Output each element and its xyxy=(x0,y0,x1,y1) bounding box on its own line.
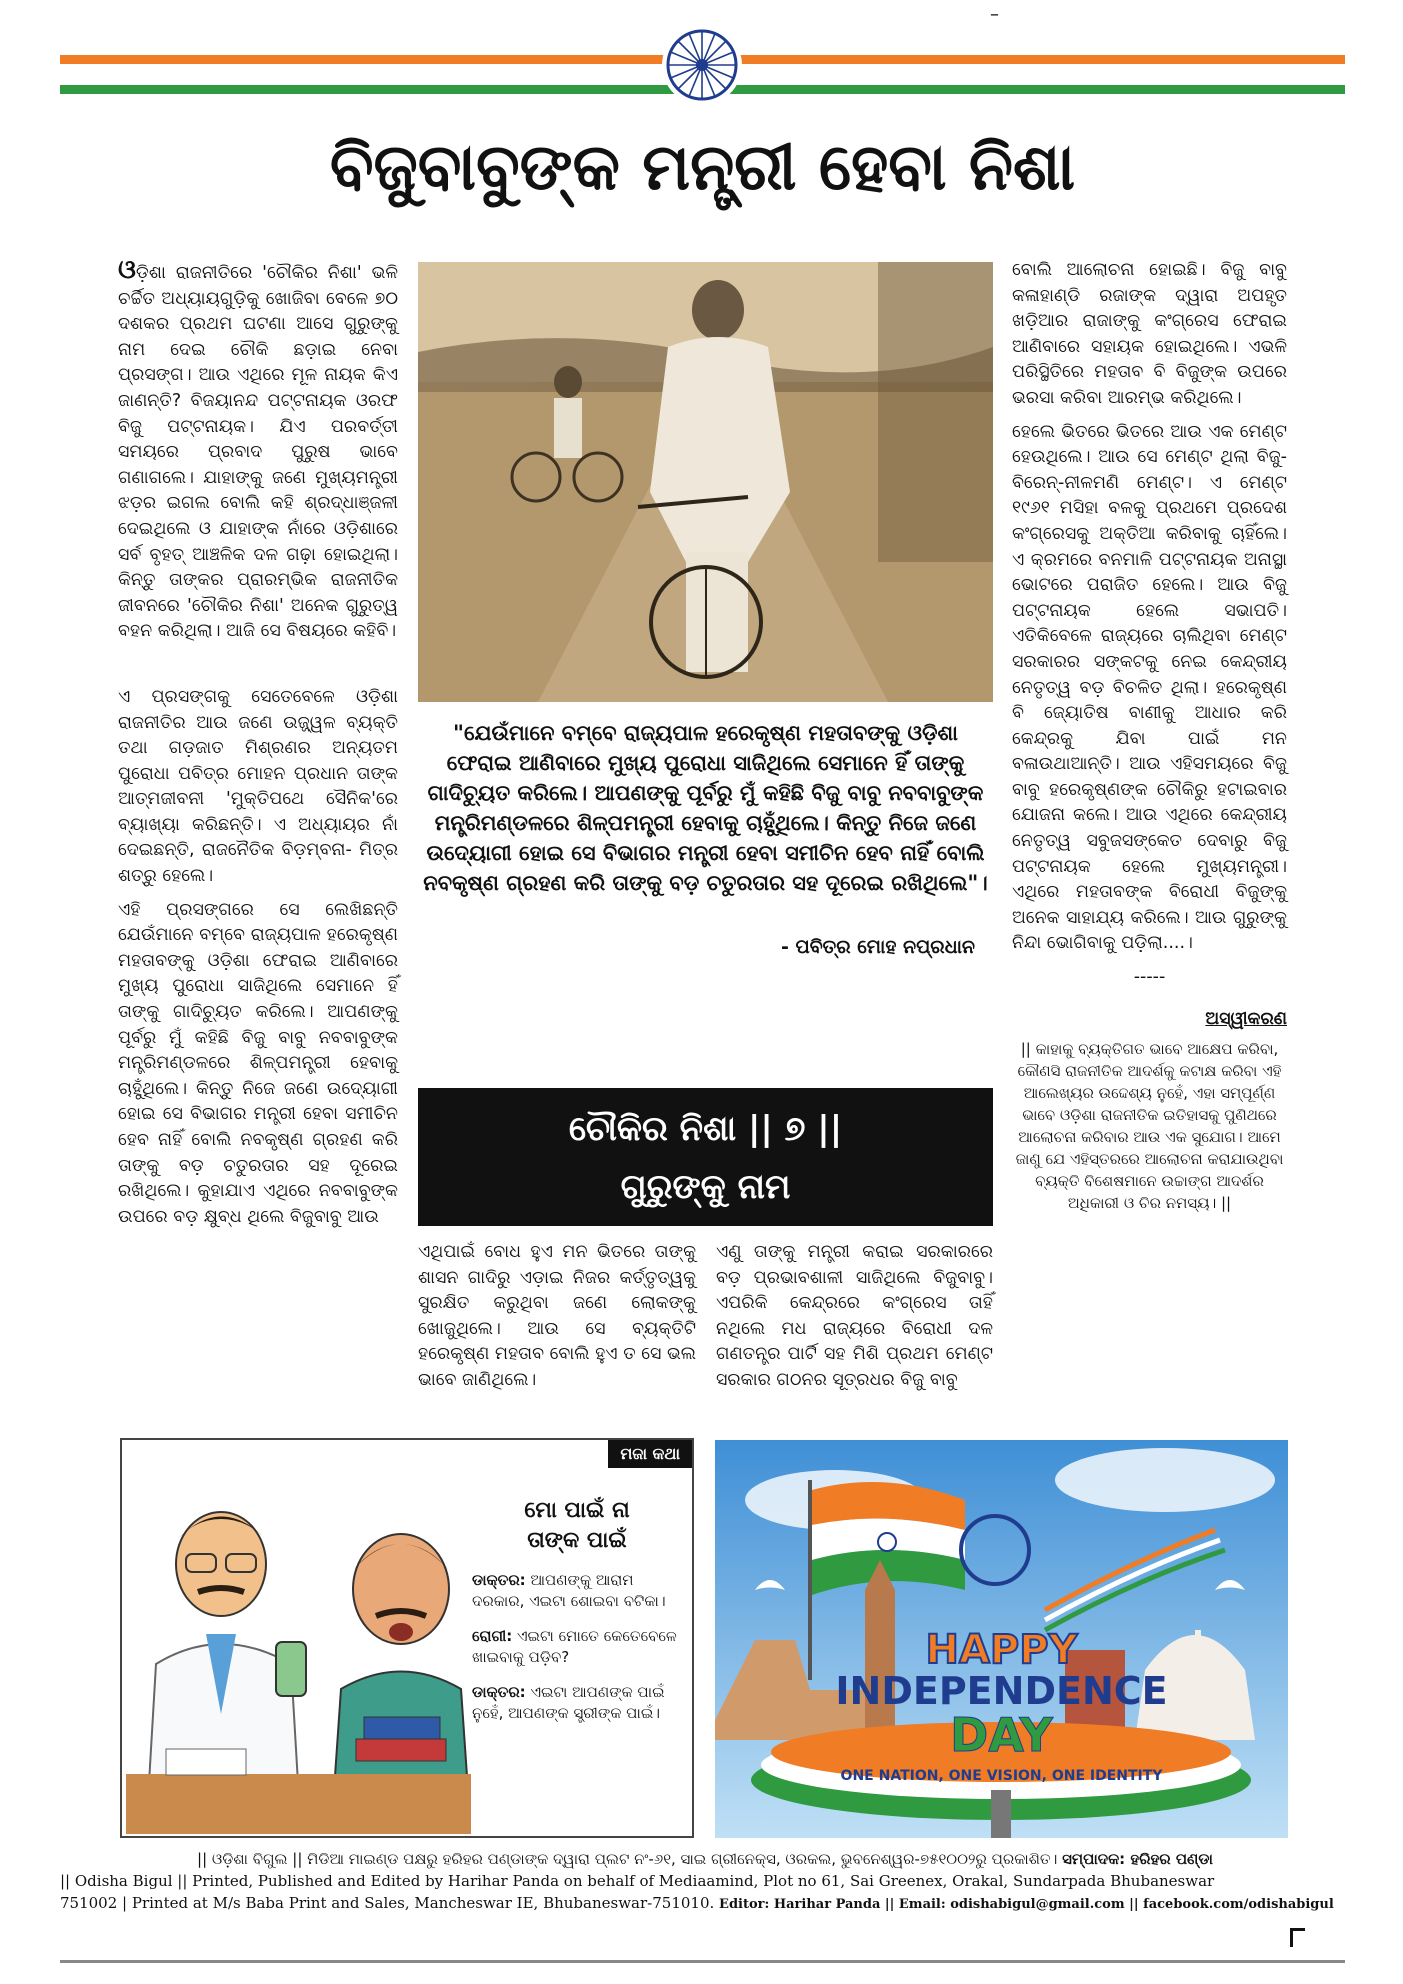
imprint-footer xyxy=(60,1848,1350,1916)
cartoon-tag: ମଜା କଥା xyxy=(608,1440,692,1468)
banner-title xyxy=(715,1627,1288,1784)
col4-para-1: ବୋଲି ଆଲୋଚନା ହୋଇଛି। ବିଜୁ ବାବୁ କଳାହାଣ୍ଡି ରଜାଙ୍କ ଦ୍ୱାରା ଅପହୃତ ଖଡ଼ିଆର ରାଜାଙ୍କୁ କଂଗ୍ରେସ ଫେରାଇ ଆଣିବାରେ ସହାୟକ ହୋଇଥିଲେ। ଏଭଳି ପରିସ୍ଥିତିରେ ମହତାବ ବି ବିଜୁଙ୍କ ଉପରେ ଭରସା କରିବା ଆରମ୍ଭ କରିଥିଲେ। xyxy=(1012,260,1287,408)
article-column-2: ଏଥିପାଇଁ ବୋଧ ହୁଏ ମନ ଭିତରେ ତାଙ୍କୁ ଶାସନ ଗାଦିରୁ ଏଡ଼ାଇ ନିଜର କର୍ତ୍ତୃତ୍ୱକୁ ସୁରକ୍ଷିତ କରୁଥିବା ଜଣେ ଲୋକଙ୍କୁ ଖୋଜୁଥିଲେ। ଆଉ ସେ ବ୍ୟକ୍ତିଟି ହରେକୃଷ୍ଣ ମହତାବ ବୋଲି ହୁଏ ତ ସେ ଭଲ ଭାବେ ଜାଣିଥିଲେ। xyxy=(418,1242,696,1390)
bottom-rule xyxy=(60,1960,1345,1963)
series-subtitle: ଗୁରୁଙ୍କୁ ନାମ xyxy=(620,1167,791,1207)
cartoon-box xyxy=(120,1438,694,1838)
article-para-3: ଏହି ପ୍ରସଙ୍ଗରେ ସେ ଲେଖିଛନ୍ତି ଯେଉଁମାନେ ବମ୍ବେ ରାଜ୍ୟପାଳ ହରେକୃଷ୍ଣ ମହତାବଙ୍କୁ ଓଡ଼ିଶା ଫେରାଇ ଆଣିବାରେ ମୁଖ୍ୟ ପୁରୋଧା ସାଜିଥିଲେ ସେମାନେ ହିଁ ତାଙ୍କୁ ଗାଦିଚ୍ୟୁତ କରିଲେ। ଆପଣଙ୍କୁ ପୂର୍ବରୁ ମୁଁ କହିଛି ବିଜୁ ବାବୁ ନବବାବୁଙ୍କ ମନ୍ତ୍ରିମଣ୍ଡଳରେ ଶିଳ୍ପମନ୍ତ୍ରୀ ହେବାକୁ ଚାହୁଁଥିଲେ। କିନ୍ତୁ ନିଜେ ଜଣେ ଉଦ୍ୟୋଗୀ ହୋଇ ସେ ବିଭାଗର ମନ୍ତ୍ରୀ ହେବା ସମୀଚିନ ହେବ ନାହିଁ ବୋଲି ନବକୃଷ୍ଣ ଗ୍ରହଣ କରି ତାଙ୍କୁ ବଡ଼ ଚତୁରତାର ସହ ଦୂରେଇ ରଖିଥିଲେ। କୁହାଯାଏ ଏଥିରେ ନବବାବୁଙ୍କ ଉପରେ ବଡ଼ କ୍ଷୁବ୍ଧ ଥିଲେ ବିଜୁବାବୁ ଆଉ xyxy=(118,899,398,1227)
corner-mark xyxy=(1290,1928,1305,1947)
pull-quote-text: "ଯେଉଁମାନେ ବମ୍ବେ ରାଜ୍ୟପାଳ ହରେକୃଷ୍ଣ ମହତାବଙ୍କୁ ଓଡ଼ିଶା ଫେରାଇ ଆଣିବାରେ ମୁଖ୍ୟ ପୁରୋଧା ସାଜିଥିଲେ ସେମାନେ ହିଁ ତାଙ୍କୁ ଗାଦିଚ୍ୟୁତ କରିଲେ। ଆପଣଙ୍କୁ ପୂର୍ବରୁ ମୁଁ କହିଛି ବିଜୁ ବାବୁ ନବବାବୁଙ୍କ ମନ୍ତ୍ରିମଣ୍ଡଳରେ ଶିଳ୍ପମନ୍ତ୍ରୀ ହେବାକୁ ଚାହୁଁଥିଲେ। କିନ୍ତୁ ନିଜେ ଜଣେ ଉଦ୍ୟୋଗୀ ହୋଇ ସେ ବିଭାଗର ମନ୍ତ୍ରୀ ହେବା ସମୀଚିନ ହେବ ନାହିଁ ବୋଲି ନବକୃଷ୍ଣ ଗ୍ରହଣ କରି ତାଙ୍କୁ ବଡ଼ ଚତୁରତାର ସହ ଦୂରେଇ ରଖିଥିଲେ"। xyxy=(423,721,988,895)
cartoon-dialogue xyxy=(472,1496,682,1724)
dropcap: ଓ xyxy=(118,255,136,285)
article-para-1: ଓଡ଼ିଶା ରାଜନୀତିରେ 'ଚୌକିର ନିଶା' ଭଳି ଚର୍ଚ୍ଚିତ ଅଧ୍ୟାୟଗୁଡ଼ିକୁ ଖୋଜିବା ବେଳେ ୭୦ ଦଶକର ପ୍ରଥମ ଘଟଣା ଆସେ ଗୁରୁଙ୍କୁ ନାମ ଦେଇ ଚୌକି ଛଡ଼ାଇ ନେବା ପ୍ରସଙ୍ଗ। ଆଉ ଏଥିରେ ମୂଳ ନାୟକ କିଏ ଜାଣନ୍ତି? ବିଜୟାନନ୍ଦ ପଟ୍ଟନାୟକ ଓରଫ ବିଜୁ ପଟ୍ଟନାୟକ। ଯିଏ ପରବର୍ତ୍ତୀ ସମୟରେ ପ୍ରବାଦ ପୁରୁଷ ଭାବେ ଗଣାଗଲେ। ଯାହାଙ୍କୁ ଜଣେ ମୁଖ୍ୟମନ୍ତ୍ରୀ ଝଡ଼ର ଇଗଲ ବୋଲି କହି ଶ୍ରଦ୍ଧାଞ୍ଜଳୀ ଦେଇଥିଲେ ଓ ଯାହାଙ୍କ ନାଁରେ ଓଡ଼ିଶାରେ ସର୍ବ ବୃହତ୍ ଆଞ୍ଚଳିକ ଦଳ ଗଢ଼ା ହୋଇଥିଲା। କିନ୍ତୁ ତାଙ୍କର ପ୍ରାରମ୍ଭିକ ରାଜନୀତିକ ଜୀବନରେ 'ଚୌକିର ନିଶା' ଅନେକ ଗୁରୁତ୍ୱ ବହନ କରିଥିଲା। ଆଜି ସେ ବିଷୟରେ କହିବି। xyxy=(118,255,398,642)
col4-para-2: ହେଲେ ଭିତରେ ଭିତରେ ଆଉ ଏକ ମେଣ୍ଟ ହେଉଥିଲେ। ଆଉ ସେ ମେଣ୍ଟ ଥିଲା ବିଜୁ-ବିରେନ୍-ନୀଳମଣି ମେଣ୍ଟ। ଏ ମେଣ୍ଟ ୧୯୬୧ ମସିହା ବଳକୁ ପ୍ରଥମେ ପ୍ରଦେଶ କଂଗ୍ରେସକୁ ଅକ୍ତିଆ କରିବାକୁ ଚାହିଁଲେ। ଏ କ୍ରମରେ ବନମାଳି ପଟ୍ଟନାୟକ ଅନାସ୍ଥା ଭୋଟରେ ପରାଜିତ ହେଲେ। ଆଉ ବିଜୁ ପଟ୍ଟନାୟକ ହେଲେ ସଭାପତି। ଏତିକିବେଳେ ରାଜ୍ୟରେ ଚାଲିଥିବା ମେଣ୍ଟ ସରକାରର ସଙ୍କଟକୁ ନେଇ କେନ୍ଦ୍ରୀୟ ନେତୃତ୍ୱ ବଡ଼ ବିଚଳିତ ଥିଲା। ହରେକୃଷ୍ଣ ବି ଜ୍ୟୋତିଷ ବାଣୀକୁ ଆଧାର କରି କେନ୍ଦ୍ରକୁ ଯିବା ପାଇଁ ମନ ବଳାଉଥାଆନ୍ତି। ଆଉ ଏହିସମୟରେ ବିଜୁ ବାବୁ ହରେକୃଷ୍ଣଙ୍କ ଚୌକିରୁ ହଟାଇବାର ଯୋଜନା କଲେ। ଆଉ ଏଥିରେ କେନ୍ଦ୍ରୀୟ ନେତୃତ୍ୱ ସବୁଜସଙ୍କେତ ଦେବାରୁ ବିଜୁ ପଟ୍ଟନାୟକ ହେଲେ ମୁଖ୍ୟମନ୍ତ୍ରୀ। ଏଥିରେ ମହତାବଙ୍କ ବିରୋଧୀ ବିଜୁଙ୍କୁ ଅନେକ ସାହାଯ୍ୟ କରିଲେ। ଆଉ ଗୁରୁଙ୍କୁ ନିନ୍ଦା ଭୋଗିବାକୁ ପଡ଼ିଲା....। xyxy=(1012,421,1287,954)
separator: ----- xyxy=(1133,967,1166,988)
doctor-line-1: ଡାକ୍ତର: ଆପଣଙ୍କୁ ଆରାମ ଦରକାର, ଏଇଟା ଶୋଇବା ବଟିକା। xyxy=(472,1571,666,1610)
pull-quote xyxy=(418,718,993,962)
doctor-line-2: ଡାକ୍ତର: ଏଇଟା ଆପଣଙ୍କ ପାଇଁ ନୁହେଁ, ଆପଣଙ୍କ ସ୍ତ୍ରୀଙ୍କ ପାଇଁ। xyxy=(472,1683,665,1722)
series-title-box xyxy=(418,1088,993,1226)
archival-photo-cyclist xyxy=(418,262,993,702)
article-column-4 xyxy=(1012,258,1287,1214)
footer-line-english-1: || Odisha Bigul || Printed, Published and Edited by Harihar Panda on behalf of Mediaamind, Plot no 61, Sai Greenex, Orakal, Sundarpada Bhubaneswar xyxy=(60,1872,1215,1890)
series-title: ଚୌକିର ନିଶା || ୭ || xyxy=(568,1109,843,1149)
article-column-1 xyxy=(118,255,398,1238)
headline: ବିଜୁବାବୁଙ୍କ ମନ୍ତ୍ରୀ ହେବା ନିଶା xyxy=(329,131,1076,205)
disclaimer-title: ଅସ୍ୱୀକରଣ xyxy=(1205,1008,1287,1029)
cartoon-title: ମୋ ପାଇଁ ନା ତାଙ୍କ ପାଇଁ xyxy=(524,1498,630,1553)
banner-tagline: ONE NATION, ONE VISION, ONE IDENTITY xyxy=(840,1768,1163,1784)
footer-line-odia: || ଓଡ଼ିଶା ବିଗୁଲ || ମିଡିଆ ମାଇଣ୍ଡ ପକ୍ଷରୁ ହରିହର ପଣ୍ଡାଙ୍କ ଦ୍ୱାରା ପ୍ଲଟ ନଂ-୬୧, ସାଇ ଗ୍ରୀନେକ୍ସ, ଓରକଲ, ଭୁବନେଶ୍ୱର-୭୫୧୦୦୨ରୁ ପ୍ରକାଶିତ। ସମ୍ପାଦକ: ହରିହର ପଣ୍ଡା xyxy=(197,1850,1213,1868)
disclaimer-text: || କାହାକୁ ବ୍ୟକ୍ତିଗତ ଭାବେ ଆକ୍ଷେପ କରିବା, କୌଣସି ରାଜନୀତିକ ଆଦର୍ଶକୁ କଟାକ୍ଷ କରିବା ଏହି ଆଲେଖ୍ୟର ଉଦ୍ଦେଶ୍ୟ ନୁହେଁ, ଏହା ସମ୍ପୂର୍ଣ୍ଣ ଭାବେ ଓଡ଼ିଶା ରାଜନୀତିକ ଇତିହାସକୁ ପୁଣିଥରେ ଆଲୋଚନା କରିବାର ଆଉ ଏକ ସୁଯୋଗ। ଆମେ ଜାଣୁ ଯେ ଏହିସ୍ତରରେ ଆଲୋଚନା କରାଯାଉଥିବା ବ୍ୟକ୍ତି ବିଶେଷମାନେ ଉଚ୍ଚାଙ୍ଗ ଆଦର୍ଶର ଅଧିକାରୀ ଓ ଚିର ନମସ୍ୟ। || xyxy=(1015,1040,1284,1213)
chakra-icon xyxy=(662,25,742,105)
cartoon-illustration xyxy=(126,1474,471,1834)
article-column-3: ଏଣୁ ତାଙ୍କୁ ମନ୍ତ୍ରୀ କରାଇ ସରକାରରେ ବଡ଼ ପ୍ରଭାବଶାଳୀ ସାଜିଥିଲେ ବିଜୁବାବୁ। ଏପରିକି କେନ୍ଦ୍ରରେ କଂଗ୍ରେସ ତାହିଁ ନଥିଲେ ମଧ ରାଜ୍ୟରେ ବିରୋଧୀ ଦଳ ଗଣତନ୍ତ୍ର ପାର୍ଟି ସହ ମିଶି ପ୍ରଥମ ମେଣ୍ଟ ସରକାର ଗଠନର ସୂତ୍ରଧର ବିଜୁ ବାବୁ xyxy=(716,1242,993,1390)
banner-word-day: DAY xyxy=(950,1708,1053,1762)
pull-quote-attribution: - ପବିତ୍ର ମୋହ ନପ୍ରଧାନ xyxy=(781,936,975,958)
banner-word-independence: INDEPENDENCE xyxy=(835,1669,1168,1713)
page-marker: – xyxy=(990,4,999,25)
footer-line-english-2: 751002 | Printed at M/s Baba Print and Sales, Mancheswar IE, Bhubaneswar-751010. Editor: Harihar Panda || Email: odishabigul@gmail.com || facebook.com/odishabigul xyxy=(60,1894,1334,1912)
article-para-2: ଏ ପ୍ରସଙ୍ଗକୁ ସେତେବେଳେ ଓଡ଼ିଶା ରାଜନୀତିର ଆଉ ଜଣେ ଉଜ୍ଜ୍ୱଳ ବ୍ୟକ୍ତି ତଥା ଗଡ଼ଜାତ ମିଶ୍ରଣର ଅନ୍ୟତମ ପୁରୋଧା ପବିତ୍ର ମୋହନ ପ୍ରଧାନ ତାଙ୍କ ଆତ୍ମଜୀବନୀ 'ମୁକ୍ତିପଥେ ସୈନିକ'ରେ ବ୍ୟାଖ୍ୟା କରିଛନ୍ତି। ଏ ଅଧ୍ୟାୟର ନାଁ ଦେଇଛନ୍ତି, ରାଜନୈତିକ ବିଡ଼ମ୍ବନା- ମିତ୍ର ଶତ୍ରୁ ହେଲେ। xyxy=(118,686,398,887)
patient-line: ରୋଗୀ: ଏଇଟା ମୋତେ କେତେବେଳେ ଖାଇବାକୁ ପଡ଼ିବ? xyxy=(472,1627,677,1666)
independence-day-banner xyxy=(715,1440,1288,1838)
banner-word-happy: HAPPY xyxy=(925,1627,1078,1673)
